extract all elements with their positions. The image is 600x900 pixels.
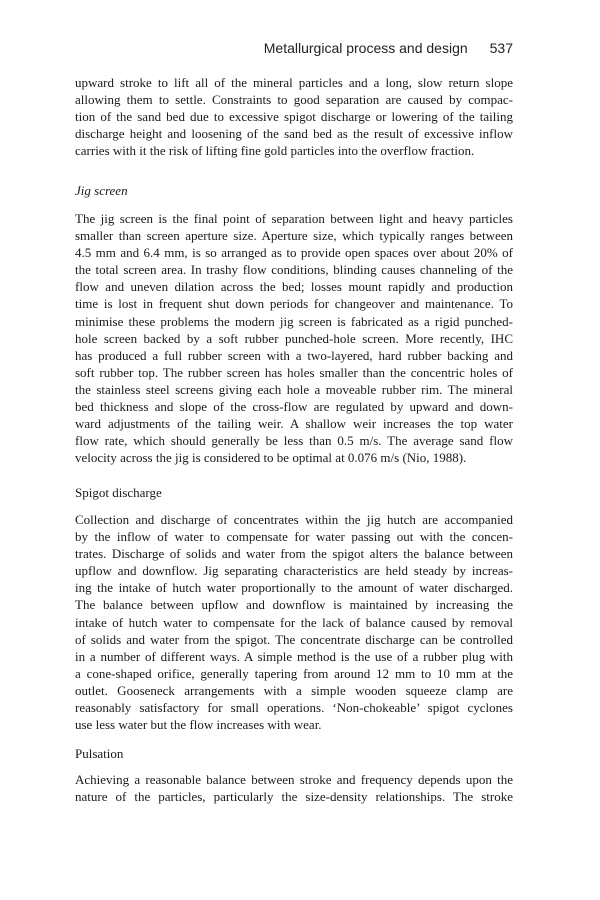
section-heading-spigot-discharge: Spigot discharge — [75, 485, 162, 500]
text-line: The jig screen is the final point of separation between light and heavy particles — [75, 211, 513, 226]
text-line: hole screen backed by a soft rubber punched-hole screen. More recently, IHC — [75, 330, 513, 346]
text-line: bed thickness and slope of the cross-flow are regulated by upward and down- — [75, 399, 513, 415]
text-line: flow and uneven dilation across the bed; losses mount rapidly and production — [75, 279, 513, 295]
text-line: in a number of different ways. A simple method is the use of a rubber plug with — [75, 648, 513, 664]
text-line: reasonably satisfactory for small operations. ‘Non-chokeable’ spigot cyclones — [75, 700, 513, 716]
text-line: by the inflow of water to compensate for water passing out with the concen- — [75, 529, 513, 545]
text-line: allowing them to settle. Constraints to good separation are caused by compac- — [75, 92, 513, 108]
paragraph-spigot-discharge — [75, 511, 513, 733]
text-line: intake of hutch water to compensate for the lack of balance caused by removal — [75, 614, 513, 630]
running-header — [75, 40, 513, 56]
text-line: a cone-shaped orifice, generally tapering from around 12 mm to 10 mm at the — [75, 665, 513, 681]
paragraph-intro — [75, 74, 513, 159]
text-line: flow rate, which should generally be less than 0.5 m/s. The average sand flow — [75, 433, 513, 449]
text-line: discharge height and loosening of the sand bed as the result of excessive inflow — [75, 126, 513, 142]
text-line: upward stroke to lift all of the mineral particles and a long, slow return slope — [75, 75, 513, 90]
paragraph-jig-screen — [75, 210, 513, 466]
text-line: velocity across the jig is considered to be optimal at 0.076 m/s (Nio, 1988). — [75, 450, 467, 466]
running-title: Metallurgical process and design — [263, 40, 468, 56]
text-line: minimise these problems the modern jig screen is fabricated as a rigid punched- — [75, 313, 513, 329]
text-line: 4.5 mm and 6.4 mm, is so arranged as to provide open spaces over about 20% of — [75, 245, 513, 261]
section-heading-pulsation: Pulsation — [75, 746, 124, 761]
text-line: The balance between upflow and downflow is maintained by increasing the — [75, 597, 513, 613]
text-line: the stainless steel screens giving each hole a moveable rubber rim. The mineral — [75, 381, 513, 397]
text-line: of solids and water from the spigot. The concentrate discharge can be controlled — [75, 631, 513, 647]
text-line: use less water but the flow increases with wear. — [75, 717, 322, 733]
text-line: ing the intake of hutch water proportionally to the amount of water discharged. — [75, 580, 513, 596]
text-line: Collection and discharge of concentrates within the jig hutch are accompanied — [75, 512, 513, 527]
text-line: has produced a full rubber screen with a two-layered, hard rubber backing and — [75, 347, 513, 363]
text-line: carries with it the risk of lifting fine gold particles into the overflow fraction. — [75, 143, 475, 159]
text-line: time is lost in frequent shut down periods for changeover and maintenance. To — [75, 296, 513, 312]
text-line: Achieving a reasonable balance between stroke and frequency depends upon the — [75, 772, 513, 787]
section-heading-jig-screen: Jig screen — [75, 183, 128, 198]
paragraph-pulsation — [75, 771, 513, 805]
text-line: the total screen area. In trashy flow conditions, blinding causes channeling of the — [75, 262, 513, 278]
text-line: soft rubber top. The rubber screen has holes smaller than the concentric holes of — [75, 364, 513, 380]
text-line: tion of the sand bed due to excessive spigot discharge or lowering of the tailing — [75, 109, 513, 125]
text-line: smaller than screen aperture size. Aperture size, which typically ranges between — [75, 228, 513, 244]
text-line: outlet. Gooseneck arrangements with a simple wooden squeeze clamp are — [75, 682, 513, 698]
text-line: nature of the particles, particularly the size-density relationships. The stroke — [75, 789, 513, 805]
page-number: 537 — [489, 40, 513, 56]
text-line: trates. Discharge of solids and water from the spigot alters the balance between — [75, 546, 513, 562]
text-line: upflow and downflow. Jig separating characteristics are held steady by increas- — [75, 563, 513, 579]
text-line: ward adjustments of the tailing weir. A shallow weir increases the top water — [75, 416, 513, 432]
